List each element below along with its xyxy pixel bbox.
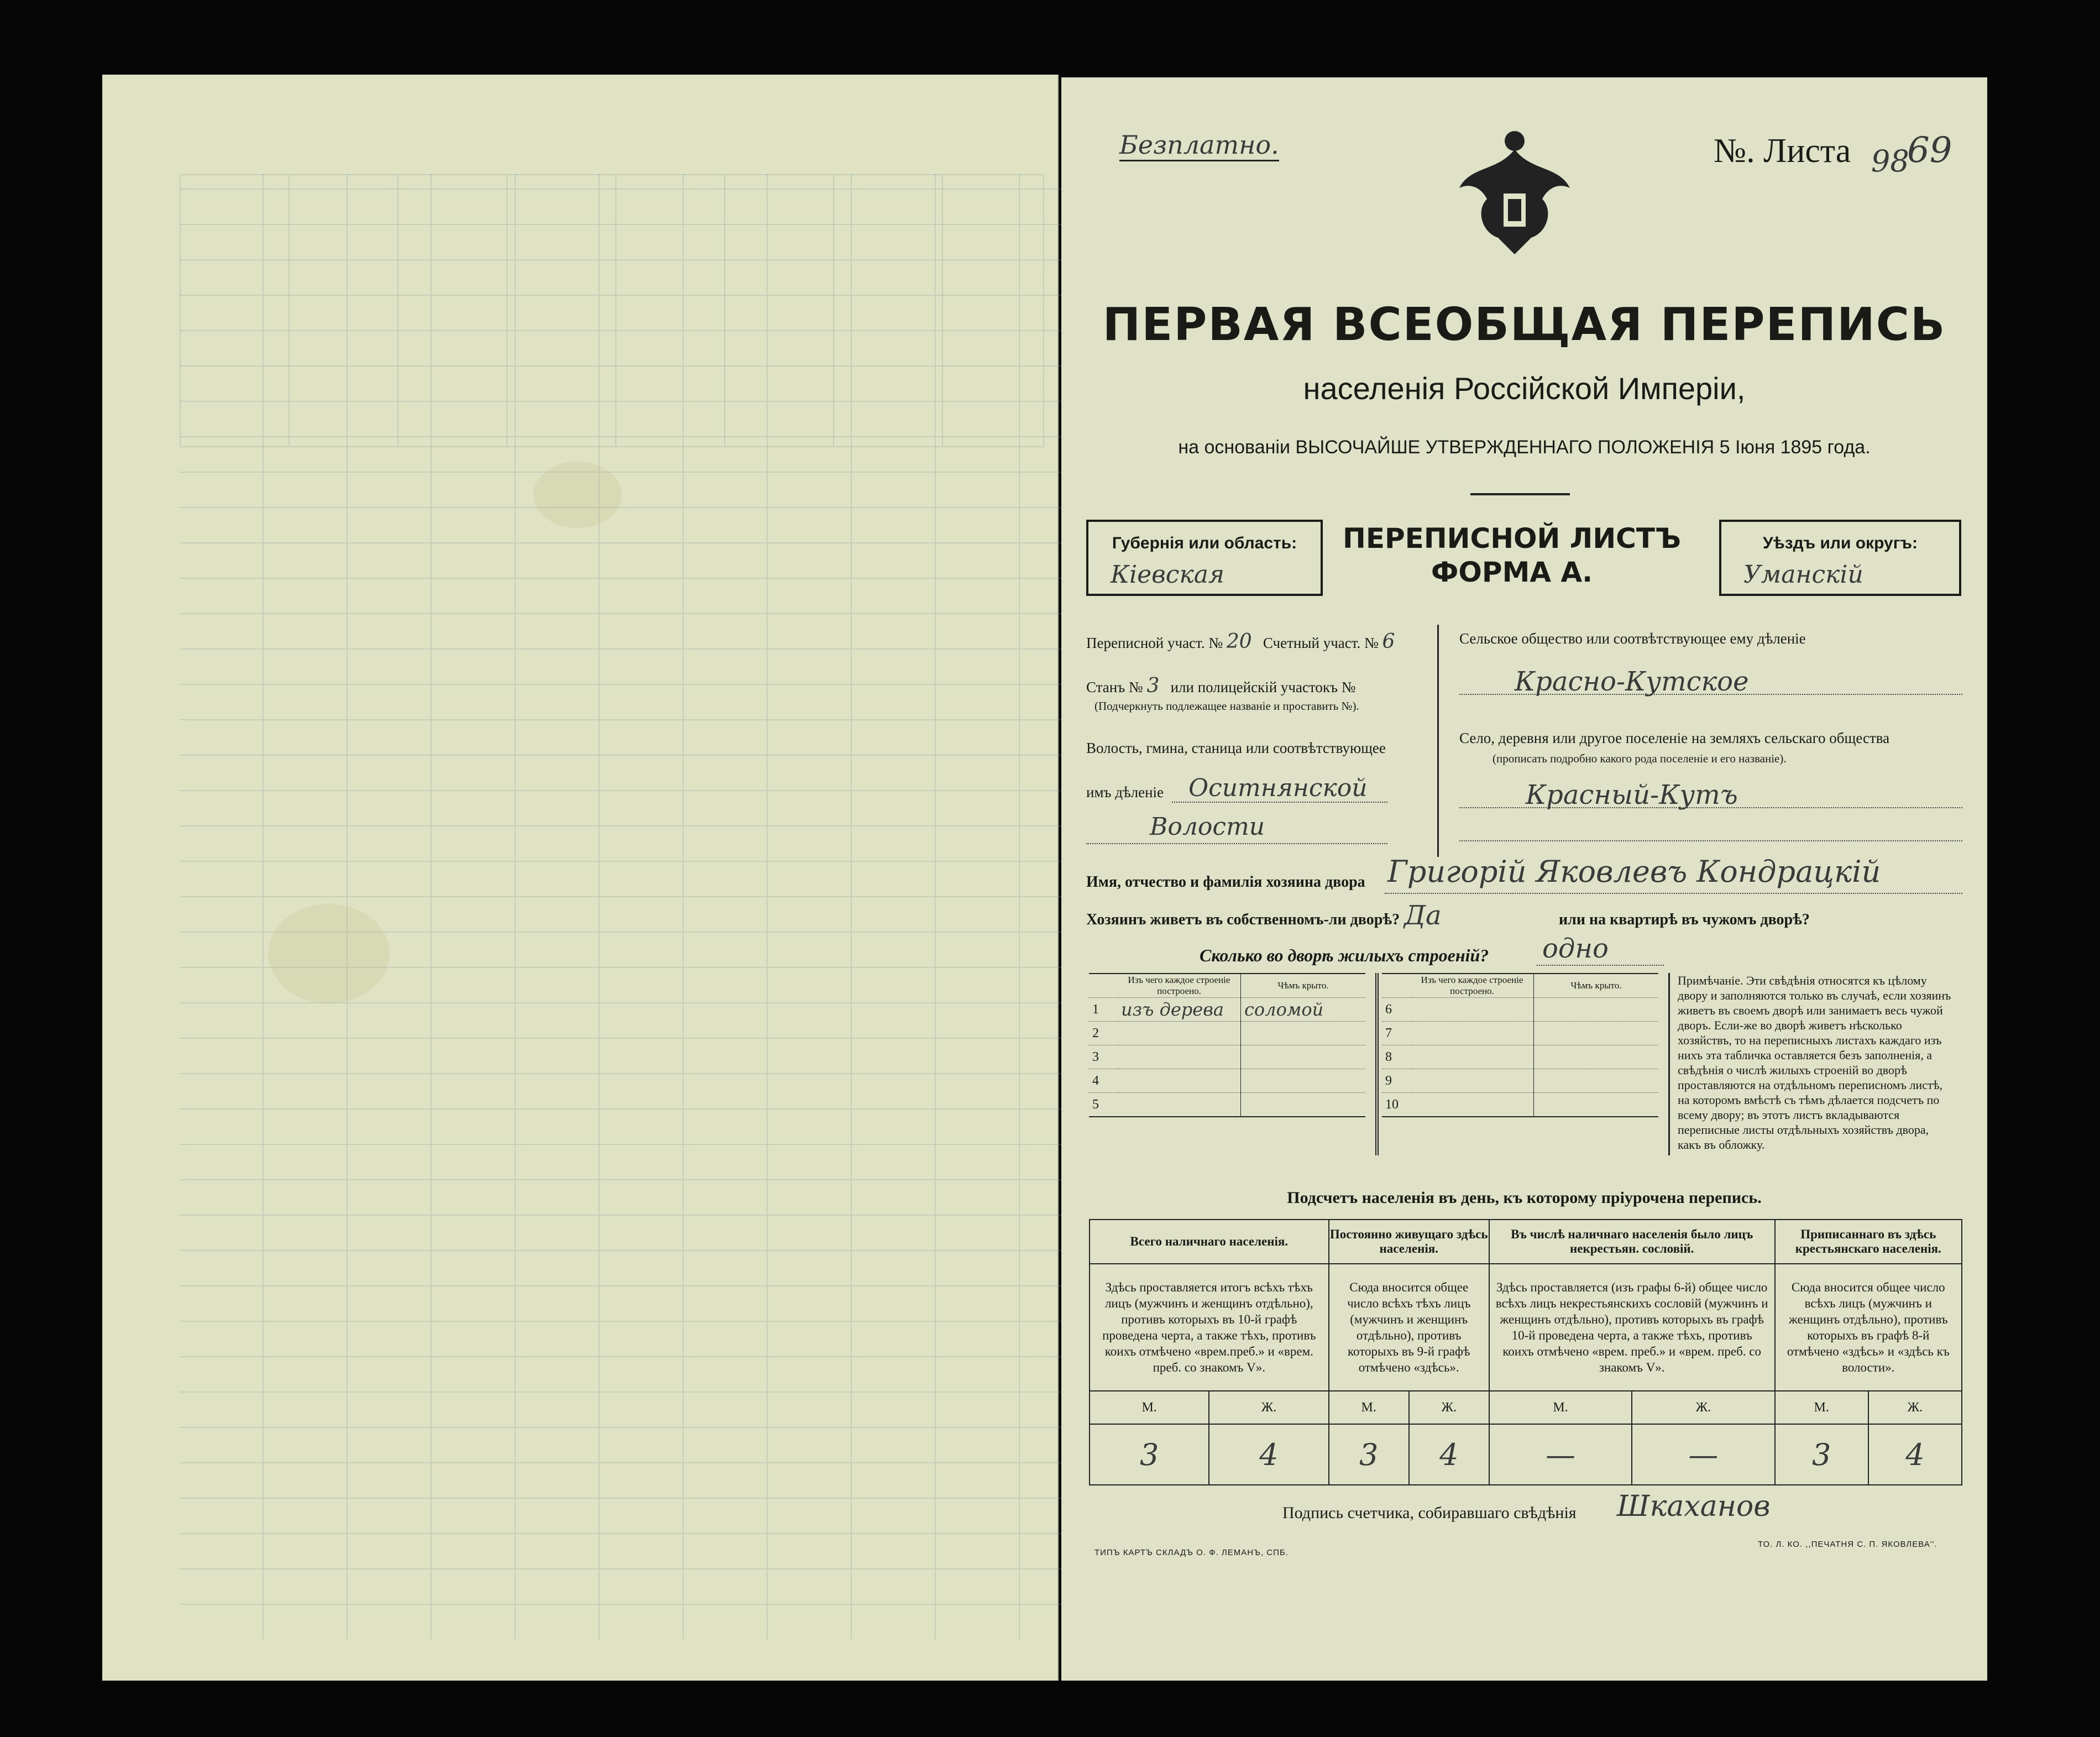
volost-line-2	[1086, 843, 1387, 844]
count-cell: 3	[1090, 1424, 1209, 1485]
note-divider	[1668, 973, 1670, 1155]
table-row: 1 изъ дерева соломой	[1089, 998, 1365, 1022]
form-label: ФОРМА А.	[1431, 556, 1593, 588]
society-value: Красно-Кутское	[1515, 666, 1749, 697]
note-text: Примѣчаніе. Эти свѣдѣнія относятся къ цѣлому двору и заполняются только въ случаѣ, если хозяинъ живетъ въ своемъ дворѣ или занимаетъ весь чужой дворъ. Если-же во дворѣ живетъ нѣсколько хозяйствъ, то на переписныхъ листахъ каждаго изъ нихъ эта табличка оставляется безъ заполненія, а свѣдѣнія о числѣ жилыхъ строеній во дворѣ проставляются на отдѣльномъ переписномъ листѣ, на которомъ вмѣстѣ съ тѣмъ дѣлается подсчетъ по всему двору; въ этотъ листъ вкладываются переписные листы отдѣльныхъ хозяйствъ двора, какъ въ обложку.	[1678, 974, 1951, 1152]
table-row: 4	[1089, 1069, 1365, 1093]
printer-right: ТО. Л. КО. ,,ПЕЧАТНЯ С. П. ЯКОВЛЕВА''.	[1758, 1540, 1937, 1549]
village-value: Красный-Кутъ	[1526, 779, 1738, 810]
volost-value-2: Волости	[1150, 813, 1265, 841]
underline-note: (Подчеркнуть подлежащее названіе и проставить №).	[1094, 699, 1359, 713]
volost-value: Оситнянской	[1188, 774, 1368, 802]
table-row: 3	[1089, 1045, 1365, 1069]
column-divider	[1437, 625, 1439, 857]
table-row: 9	[1382, 1069, 1658, 1093]
population-heading: Подсчетъ населенія въ день, къ которому пріурочена перепись.	[1287, 1189, 1762, 1207]
table-row: 7	[1382, 1022, 1658, 1045]
table-row: 8	[1382, 1045, 1658, 1069]
village-line	[1459, 807, 1962, 808]
stan-field: Станъ № 3 или полицейскій участокъ №	[1086, 674, 1356, 697]
count-cell: —	[1632, 1424, 1774, 1485]
village-label: Село, деревня или другое поселеніе на земляхъ сельскаго общества	[1459, 730, 1890, 746]
count-cell: 4	[1209, 1424, 1328, 1485]
buildings-table-left: Изъ чего каждое строеніе построено. Чѣмъ крыто. 1 изъ дерева соломой 2 3 4 5	[1089, 973, 1365, 1117]
society-label: Сельское общество или соотвѣтствующее ему дѣленіе	[1459, 630, 1806, 647]
rented-label: или на квартирѣ въ чужомъ дворѣ?	[1559, 911, 1810, 928]
faded-header	[180, 174, 1044, 447]
count-cell: —	[1489, 1424, 1632, 1485]
count-cell: 4	[1409, 1424, 1489, 1485]
volost-label-2: имъ дѣленіе	[1086, 784, 1164, 801]
owner-label: Имя, отчество и фамилія хозяина двора	[1086, 873, 1365, 891]
uezd-label: Уѣздъ или округъ:	[1762, 534, 1918, 552]
signature-label: Подпись счетчика, собиравшаго свѣдѣнія	[1282, 1504, 1577, 1522]
count-cell: 3	[1329, 1424, 1409, 1485]
owner-line	[1385, 893, 1962, 894]
stain	[533, 462, 622, 528]
gubernia-value: Кіевская	[1111, 561, 1225, 589]
free-label: Безплатно.	[1119, 130, 1279, 161]
own-yard-value: Да	[1404, 900, 1442, 931]
printer-left: ТИПЪ КАРТЪ СКЛАДЪ О. Ф. ЛЕМАНЪ, СПБ.	[1094, 1548, 1289, 1557]
buildings-table-right: Изъ чего каждое строеніе построено. Чѣмъ крыто. 6 7 8 9 10	[1382, 973, 1658, 1117]
volost-label: Волость, гмина, станица или соотвѣтствующее	[1086, 740, 1386, 756]
ornament-divider	[1470, 493, 1570, 495]
buildings-label: Сколько во дворѣ жилыхъ строеній?	[1200, 945, 1489, 965]
main-title: ПЕРВАЯ ВСЕОБЩАЯ ПЕРЕПИСЬ	[1102, 299, 1946, 351]
census-section-field: Переписной участ. № 20 Счетный участ. № 6	[1086, 630, 1395, 653]
subtitle: населенія Россійской Имперіи,	[1303, 371, 1746, 406]
sheet-number-handwritten-2: 69	[1907, 130, 1952, 171]
gubernia-label: Губернія или область:	[1112, 534, 1297, 552]
village-note: (прописать подробно какого рода поселеніе и его названіе).	[1492, 752, 1787, 765]
volost-line	[1172, 802, 1387, 803]
sheet-title: ПЕРЕПИСНОЙ ЛИСТЪ	[1343, 522, 1681, 554]
uezd-value: Уманскій	[1743, 561, 1863, 589]
buildings-value: одно	[1542, 933, 1609, 964]
village-line-2	[1459, 840, 1962, 841]
table-row: 10	[1382, 1093, 1658, 1117]
imperial-eagle-emblem	[1448, 127, 1581, 265]
left-page	[102, 75, 1059, 1681]
table-double-rule	[1375, 973, 1379, 1155]
society-line	[1459, 694, 1962, 695]
table-row: 6	[1382, 998, 1658, 1022]
sheet-number-handwritten: 98	[1871, 144, 1909, 179]
gubernia-box	[1086, 520, 1323, 596]
owner-value: Григорій Яковлевъ Кондрацкій	[1387, 854, 1881, 889]
count-cell: 4	[1868, 1424, 1962, 1485]
buildings-line	[1537, 965, 1664, 966]
table-row: 5	[1089, 1093, 1365, 1117]
uezd-box	[1719, 520, 1961, 596]
own-yard-label: Хозяинъ живетъ въ собственномъ-ли дворѣ?	[1086, 911, 1400, 928]
table-row: 2	[1089, 1022, 1365, 1045]
signature-value: Шкаханов	[1617, 1490, 1771, 1523]
decree-line: на основаніи ВЫСОЧАЙШЕ УТВЕРЖДЕННАГО ПОЛОЖЕНІЯ 5 Іюня 1895 года.	[1178, 437, 1871, 458]
census-form-page	[1061, 77, 1987, 1681]
count-cell: 3	[1775, 1424, 1868, 1485]
sheet-number-label: №. Листа	[1714, 132, 1851, 170]
population-table: Всего наличнаго населенія. Постоянно живущаго здѣсь населенія. Въ числѣ наличнаго населенія было лицъ некрестьян. сословій. Приписаннаго въ здѣсь крестьянскаго населенія. Здѣсь проставляется итогъ всѣхъ тѣхъ лицъ (мужчинъ и женщинъ отдѣльно), противъ которыхъ въ 10-й графѣ проведена черта, а также тѣхъ, противъ коихъ отмѣчено «врем.преб.» и «врем. преб. со знакомъ V». Сюда вносится общее число всѣхъ тѣхъ лицъ (мужчинъ и женщинъ отдѣльно), противъ которыхъ въ 9-й графѣ отмѣчено «здѣсь». Здѣсь проставляется (изъ графы 6-й) общее число всѣхъ лицъ некрестьянскихъ сословій (мужчинъ и женщинъ отдѣльно), противъ которыхъ въ графѣ 10-й проведена черта, а также тѣхъ, противъ коихъ отмѣчено «врем. преб.» и «врем. преб. со знакомъ V». Сюда вносится общее число всѣхъ лицъ (мужчинъ и женщинъ отдѣльно), противъ которыхъ въ графѣ 8-й отмѣчено «здѣсь» и «здѣсь къ волости». М. Ж. М. Ж. М. Ж. М. Ж. 3 4 3 4 — — 3 4	[1089, 1219, 1962, 1485]
stain	[268, 904, 390, 1003]
